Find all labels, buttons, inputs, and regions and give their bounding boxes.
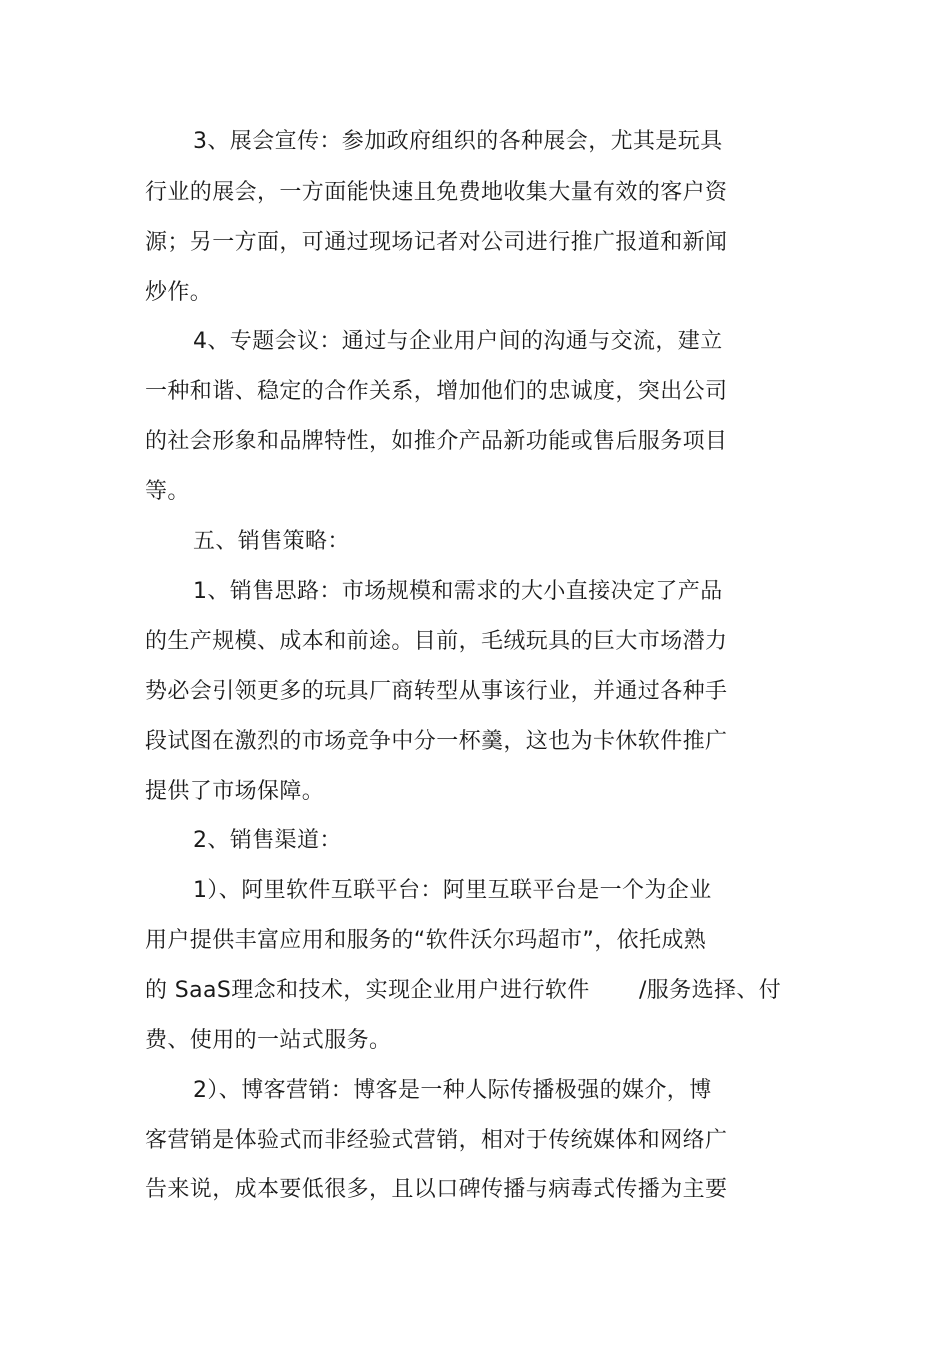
paragraph-6-line-3a: 的 SaaS理念和技术，实现企业用户进行软件 bbox=[145, 978, 590, 1003]
subheading-sales-channels: 2、销售渠道： bbox=[193, 828, 342, 853]
paragraph-2-line-3: 的社会形象和品牌特性，如推介产品新功能或售后服务项目 bbox=[145, 429, 728, 454]
paragraph-2-line-4: 等。 bbox=[145, 479, 190, 504]
paragraph-7-line-2: 客营销是体验式而非经验式营销，相对于传统媒体和网络广 bbox=[145, 1128, 728, 1153]
paragraph-4-line-1: 1、销售思路：市场规模和需求的大小直接决定了产品 bbox=[193, 579, 723, 604]
paragraph-6-line-2: 用户提供丰富应用和服务的“软件沃尔玛超市”，依托成熟 bbox=[145, 928, 707, 953]
paragraph-7-line-1: 2）、博客营销：博客是一种人际传播极强的媒介，博 bbox=[193, 1078, 712, 1103]
section-heading-sales-strategy: 五、销售策略： bbox=[193, 529, 350, 554]
paragraph-2-line-1: 4、专题会议：通过与企业用户间的沟通与交流，建立 bbox=[193, 329, 723, 354]
paragraph-1-line-3: 源；另一方面，可通过现场记者对公司进行推广报道和新闻 bbox=[145, 230, 728, 255]
paragraph-4-line-4: 段试图在激烈的市场竞争中分一杯羹，这也为卡休软件推广 bbox=[145, 729, 728, 754]
paragraph-1-line-2: 行业的展会，一方面能快速且免费地收集大量有效的客户资 bbox=[145, 180, 728, 205]
paragraph-6-line-1: 1）、阿里软件互联平台：阿里互联平台是一个为企业 bbox=[193, 878, 712, 903]
paragraph-6-line-3b: /服务选择、付 bbox=[639, 978, 782, 1003]
paragraph-7-line-3: 告来说，成本要低很多，且以口碑传播与病毒式传播为主要 bbox=[145, 1177, 728, 1202]
paragraph-4-line-5: 提供了市场保障。 bbox=[145, 779, 325, 804]
paragraph-4-line-3: 势必会引领更多的玩具厂商转型从事该行业，并通过各种手 bbox=[145, 679, 728, 704]
paragraph-1-line-1: 3、展会宣传：参加政府组织的各种展会，尤其是玩具 bbox=[193, 129, 723, 154]
paragraph-1-line-4: 炒作。 bbox=[145, 280, 213, 305]
paragraph-2-line-2: 一种和谐、稳定的合作关系，增加他们的忠诚度，突出公司 bbox=[145, 379, 728, 404]
paragraph-4-line-2: 的生产规模、成本和前途。目前，毛绒玩具的巨大市场潜力 bbox=[145, 629, 728, 654]
paragraph-6-line-4: 费、使用的一站式服务。 bbox=[145, 1028, 392, 1053]
